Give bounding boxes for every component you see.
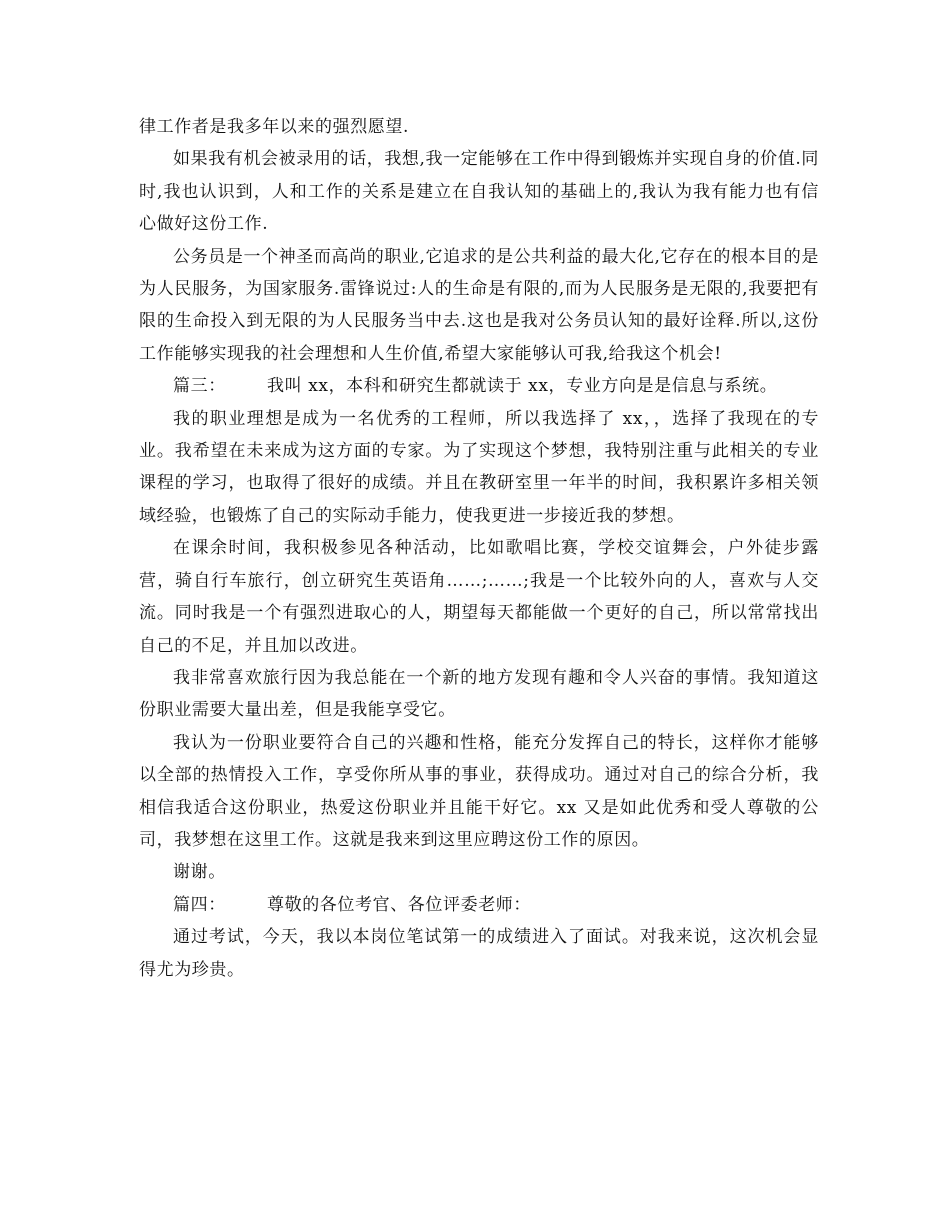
- paragraph: 在课余时间，我积极参见各种活动，比如歌唱比赛，学校交谊舞会，户外徒步露营，骑自行车旅行，创立研究生英语角……;……;我是一个比较外向的人，喜欢与人交流。同时我是一个有强烈进取心的人，期望每天都能做一个更好的自己，所以常常找出自己的不足，并且加以改进。: [139, 538, 819, 656]
- section-intro: 我叫 xx，本科和研究生都就读于 xx，专业方向是是信息与系统。: [267, 376, 778, 397]
- paragraph: 我认为一份职业要符合自己的兴趣和性格，能充分发挥自己的特长，这样你才能够以全部的热情投入工作，享受你所从事的事业，获得成功。通过对自己的综合分析，我相信我适合这份职业，热爱这份职业并且能干好它。xx 又是如此优秀和受人尊敬的公司，我梦想在这里工作。这就是我来到这里应聘这份工作的原因。: [139, 732, 819, 850]
- paragraph: 我的职业理想是成为一名优秀的工程师，所以我选择了 xx，，选择了我现在的专业。我希望在未来成为这方面的专家。为了实现这个梦想，我特别注重与此相关的专业课程的学习，也取得了很好的成绩。并且在教研室里一年半的时间，我积累许多相关领域经验，也锻炼了自己的实际动手能力，使我更进一步接近我的梦想。: [139, 408, 819, 526]
- section-heading-3: [139, 370, 819, 402]
- section-intro: 尊敬的各位考官、各位评委老师：: [267, 894, 531, 915]
- section-heading-4: [139, 889, 819, 921]
- paragraph: 律工作者是我多年以来的强烈愿望.: [139, 117, 410, 137]
- paragraph: 谢谢。: [173, 862, 226, 883]
- paragraph: 公务员是一个神圣而高尚的职业,它追求的是公共利益的最大化,它存在的根本目的是为人民服务，为国家服务.雷锋说过:人的生命是有限的,而为人民服务是无限的,我要把有限的生命投入到无限的为人民服务当中去.这也是我对公务员认知的最好诠释.所以,这份工作能够实现我的社会理想和人生价值,希望大家能够认可我,给我这个机会!: [139, 246, 819, 364]
- paragraph: 通过考试，今天，我以本岗位笔试第一的成绩进入了面试。对我来说，这次机会显得尤为珍贵。: [139, 927, 819, 980]
- document-body: [139, 111, 819, 986]
- section-label: 篇四：: [173, 894, 226, 915]
- section-label: 篇三：: [173, 376, 226, 397]
- paragraph: 如果我有机会被录用的话，我想,我一定能够在工作中得到锻炼并实现自身的价值.同时,我也认识到，人和工作的关系是建立在自我认知的基础上的,我认为我有能力也有信心做好这份工作.: [139, 149, 819, 235]
- paragraph: 我非常喜欢旅行因为我总能在一个新的地方发现有趣和令人兴奋的事情。我知道这份职业需要大量出差，但是我能享受它。: [139, 667, 819, 721]
